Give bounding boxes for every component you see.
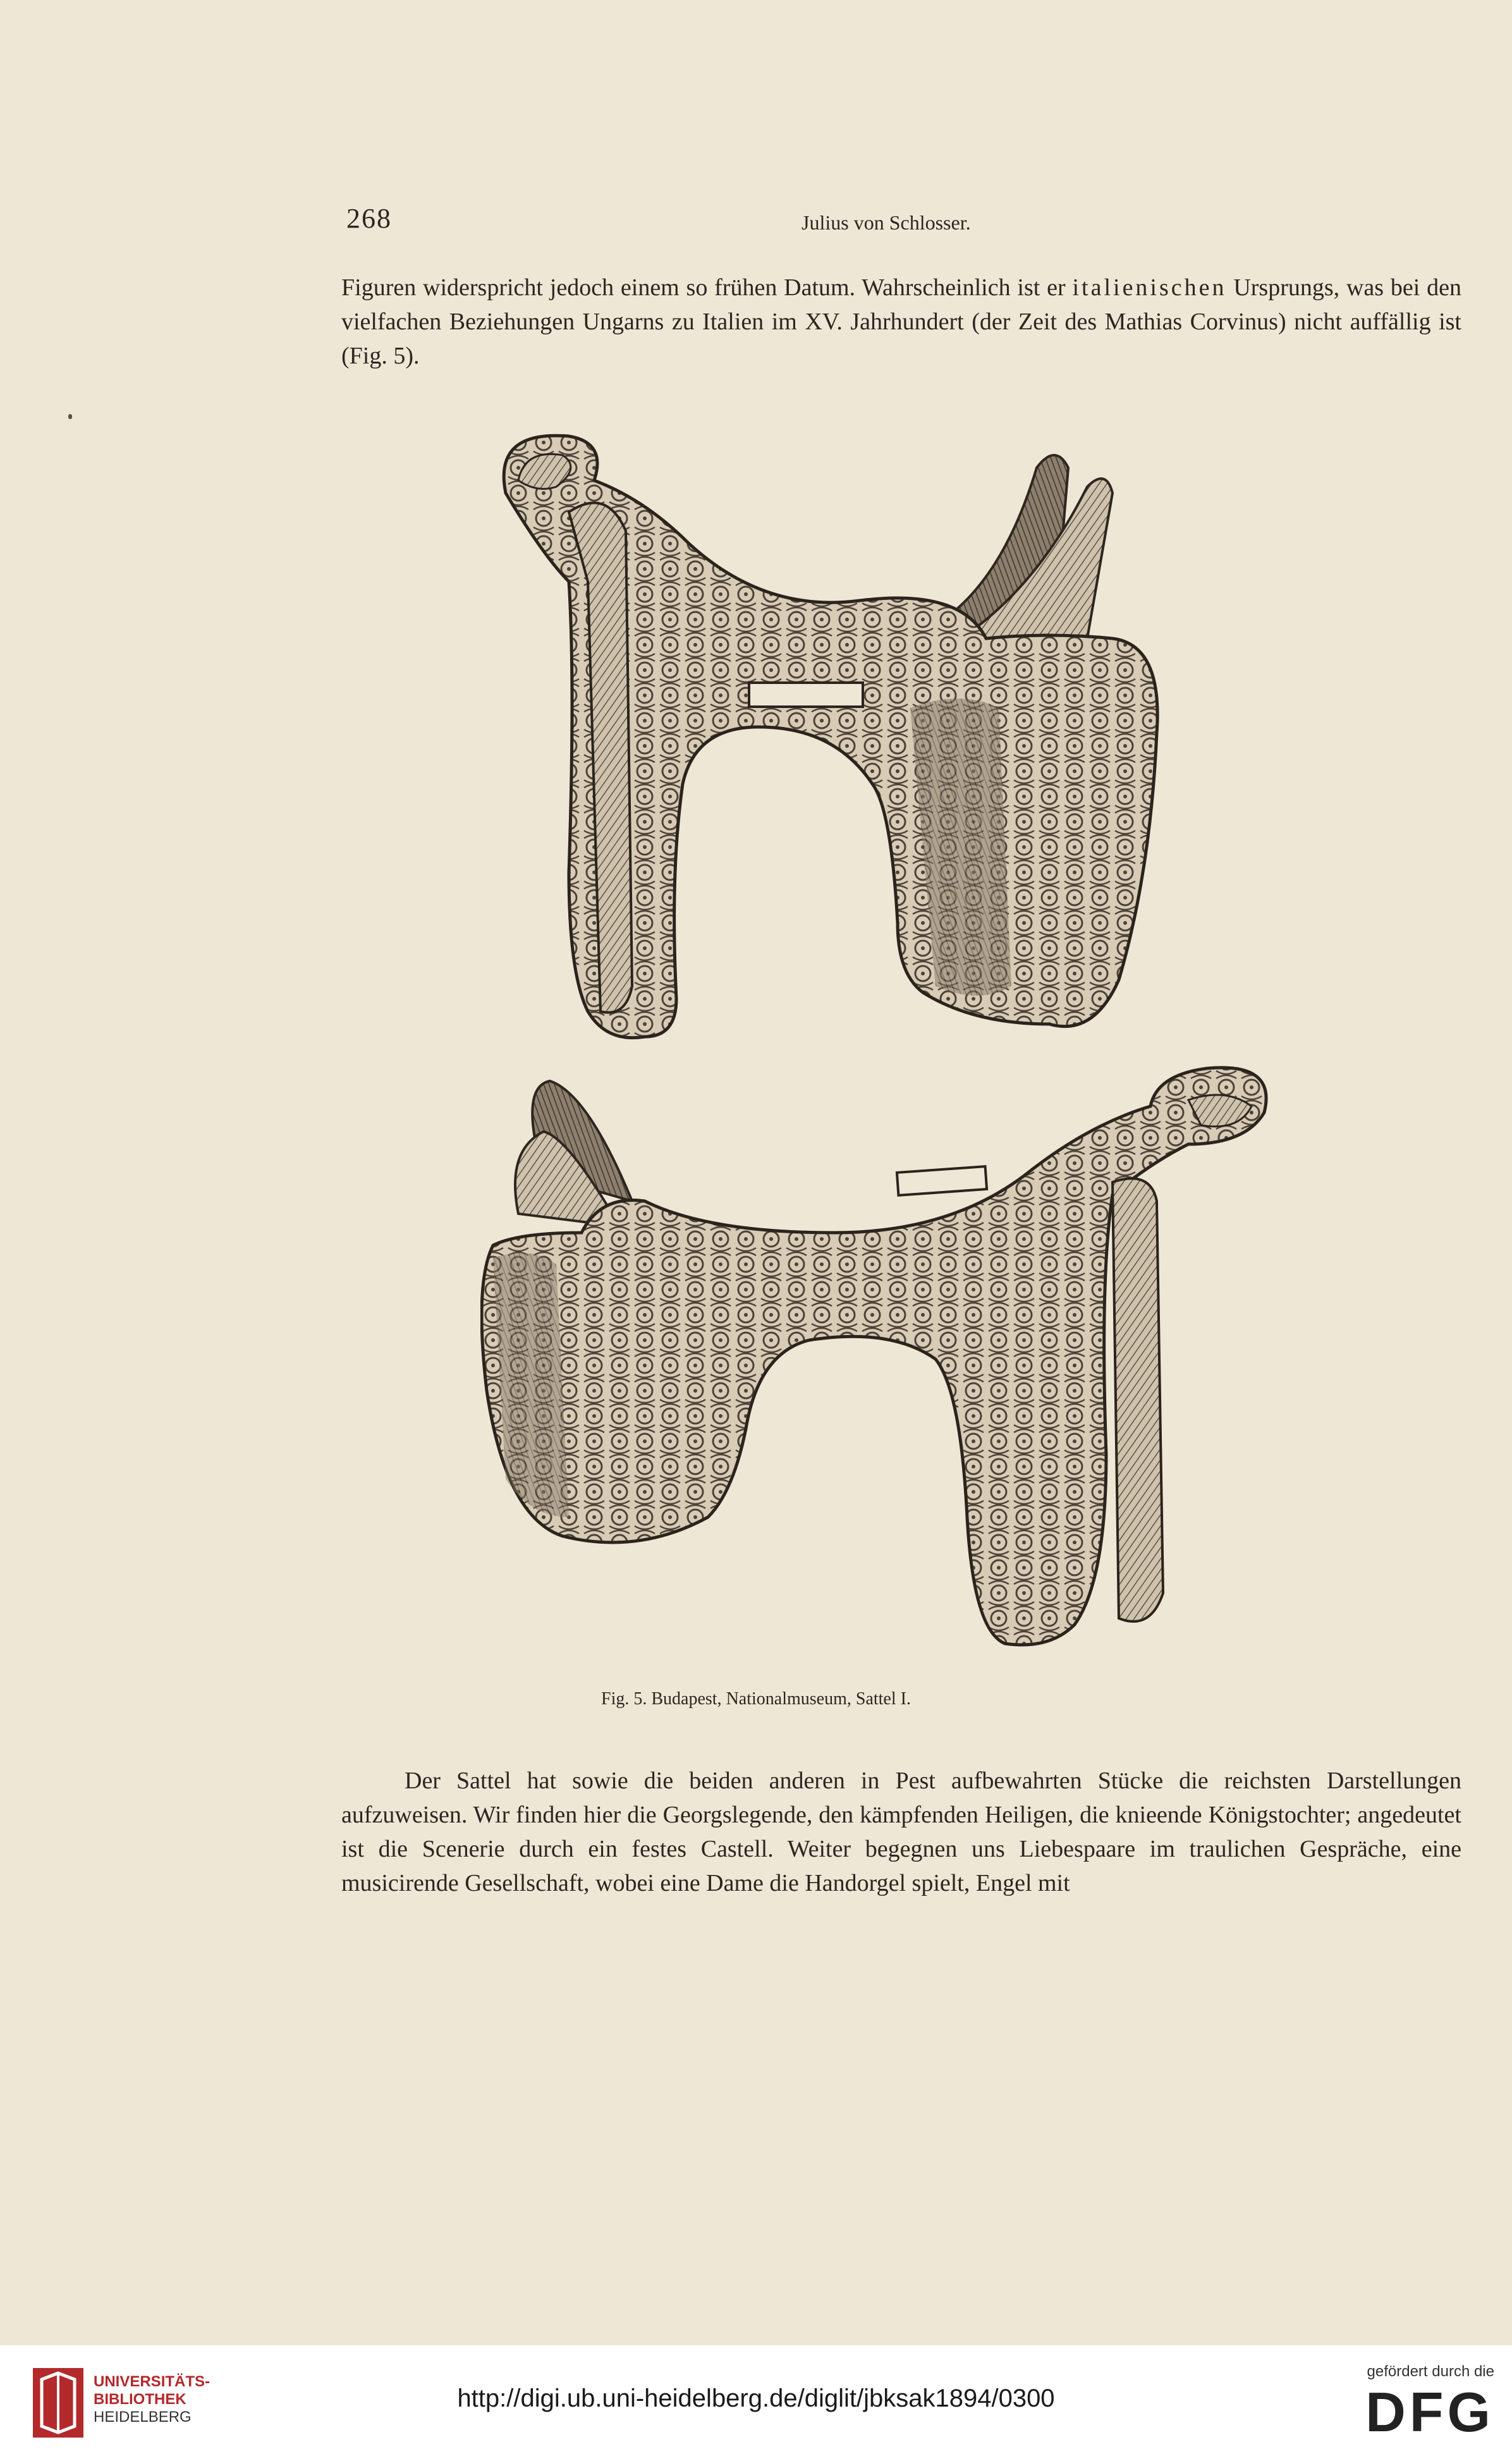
saddle-upper (504, 436, 1157, 1038)
institution-line-3: HEIDELBERG (94, 2408, 192, 2426)
institution-line-1: UNIVERSITÄTS- (94, 2373, 210, 2390)
digitization-footer (0, 2345, 1512, 2454)
paragraph-intro (341, 271, 1461, 373)
saddle-engraving-figure (480, 430, 1289, 1675)
paragraph-description: Der Sattel hat sowie die beiden anderen in Pest aufbewahrten Stücke die reichsten Darstellungen aufzuweisen. Wir finden hier die Georgslegende, den kämpfenden Heiligen, die knieende Königstochter; angedeutet ist die Scenerie durch ein festes Castell. Weiter begegnen uns Liebespaare im traulichen Gespräche, eine musicirende Gesellschaft, wobei eine Dame die Handorgel spielt, Engel mit (341, 1767, 1461, 1896)
page-header (346, 202, 1456, 247)
paper-speck (68, 414, 72, 419)
figure-caption: Fig. 5. Budapest, Nationalmuseum, Sattel I. (601, 1689, 911, 1709)
funder-label: gefördert durch die (1367, 2363, 1494, 2380)
page-number: 268 (346, 203, 392, 234)
paragraph-intro-spaced-word: italienischen (1072, 274, 1227, 301)
institution-line-2: BIBLIOTHEK (94, 2391, 186, 2408)
running-head: Julius von Schlosser. (802, 211, 971, 234)
dfg-logo: DFG (1365, 2381, 1494, 2443)
paragraph-intro-text-b: Ursprungs, was bei den vielfachen Beziehungen Ungarns zu Italien im XV. Jahrhundert (der Zeit des Mathias Corvinus) nicht auffällig ist (Fig. 5). (341, 274, 1461, 369)
permalink-url[interactable]: http://digi.ub.uni-heidelberg.de/diglit/jbksak1894/0300 (457, 2384, 1055, 2412)
funder-block (1330, 2363, 1494, 2444)
paragraph-intro-text-a: Figuren widerspricht jedoch einem so frühen Datum. Wahrscheinlich ist er (341, 274, 1073, 301)
saddle-lower (482, 1068, 1266, 1645)
